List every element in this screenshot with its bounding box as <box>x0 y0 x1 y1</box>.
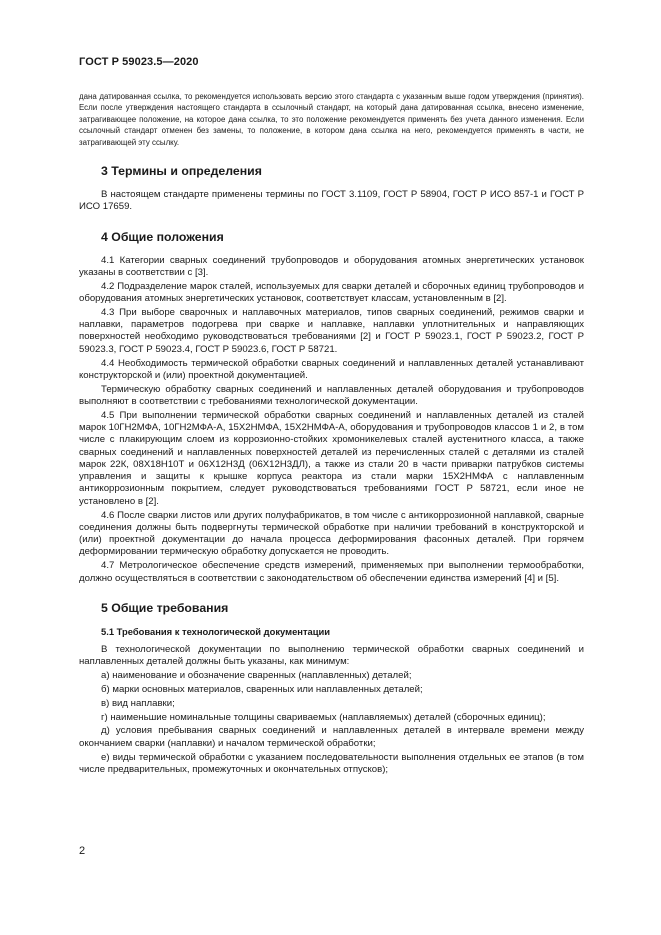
section-4-heading: 4 Общие положения <box>101 229 224 244</box>
clause-4-6: 4.6 После сварки листов или других полуфабрикатов, в том числе с антикоррозионной наплавкой, сварные соединения должны быть подвергнуты термической обработке при наличии требований в конструкторской и (или) проектной документации до начала процесса деформирования фасонных деталей. При горячем деформировании термическую обработку допускается не проводить. <box>79 509 584 558</box>
clause-4-1: 4.1 Категории сварных соединений трубопроводов и оборудования атомных энергетических установок указаны в соответствии с [3]. <box>79 254 584 278</box>
clause-4-2: 4.2 Подразделение марок сталей, используемых для сварки деталей и сборочных единиц трубопроводов и оборудования атомных энергетических установок, соответствует классам, установленным в [2]. <box>79 280 584 305</box>
document-header: ГОСТ Р 59023.5—2020 <box>79 56 199 68</box>
section-5-lead: В технологической документации по выполнению термической обработки сварных соединений и наплавленных деталей должны быть указаны, как минимум: <box>79 644 584 668</box>
clause-4-3: 4.3 При выборе сварочных и наплавочных материалов, типов сварных соединений, режимов сварки и наплавки, параметров подогрева при сварке и наплавке, наплавки уплотнительных и направляющих поверхностей необходимо руководствоваться требованиями [2] и ГОСТ Р 59023.1, ГОСТ Р 59023.2, ГОСТ Р 59023.3, ГОСТ Р 59023.4, ГОСТ Р 59023.6, ГОСТ Р 58721. <box>79 306 584 355</box>
section-3-text: В настоящем стандарте применены термины по ГОСТ 3.1109, ГОСТ Р 58904, ГОСТ Р ИСО 857-1 и ГОСТ Р ИСО 17659. <box>79 189 584 213</box>
list-item-g: г) наименьшие номинальные толщины свариваемых (наплавляемых) деталей (сборочных единиц); <box>101 711 546 723</box>
clause-4-7: 4.7 Метрологическое обеспечение средств измерений, применяемых при выполнении термообработки, должно осуществляться в соответствии с законодательством об обеспечении единства измерений [4] и [5]. <box>79 560 584 584</box>
clause-4-4: 4.4 Необходимость термической обработки сварных соединений и наплавленных деталей устанавливают конструкторской и (или) проектной документацией. <box>79 357 584 381</box>
subsection-5-1-heading: 5.1 Требования к технологической документации <box>101 625 331 637</box>
section-5-heading: 5 Общие требования <box>101 600 229 615</box>
list-item-b: б) марки основных материалов, сваренных или наплавленных деталей; <box>101 684 423 696</box>
intro-paragraph: дана датированная ссылка, то рекомендуется использовать версию этого стандарта с указанным выше годом утверждения (принятия). Если после утверждения настоящего стандарта в ссылочный стандарт, на который дана датированная ссылка, внесено изменение, затрагивающее положение, на которое дана ссылка, то это положение рекомендуется применять без учета данного изменения. Если ссылочный стандарт отменен без замены, то положение, в котором дана ссылка на него, рекомендуется применять в части, не затрагивающей эту ссылку. <box>79 92 584 147</box>
clause-4-4-continued: Термическую обработку сварных соединений и наплавленных деталей оборудования и трубопроводов выполняют в соответствии с требованиями технологической документации. <box>79 383 584 407</box>
section-3-heading: 3 Термины и определения <box>101 164 262 179</box>
page-number: 2 <box>79 845 86 857</box>
list-item-v: в) вид наплавки; <box>101 697 175 709</box>
list-item-a: а) наименование и обозначение сваренных (наплавленных) деталей; <box>101 670 412 682</box>
list-item-e: е) виды термической обработки с указанием последовательности выполнения отдельных ее этапов (в том числе предварительных, промежуточных и окончательных отпусков); <box>79 751 584 775</box>
page-content <box>79 91 584 778</box>
clause-4-5: 4.5 При выполнении термической обработки сварных соединений и наплавленных деталей из сталей марок 10ГН2МФА, 10ГН2МФА-А, 15Х2НМФА, 15Х2НМФА-А, оборудования и трубопроводов классов 1 и 2, в том числе с плакирующим слоем из коррозионно-стойких хромоникелевых сталей аустенитного класса, а также сварных соединений и наплавленных поверхностей деталей из перечисленных сталей с деталями из сталей марок 22К, 08Х18Н10Т и 06Х12Н3Д (06Х12Н3ДЛ), а также из стали 20 в части приварки патрубков системы управления и защиты к крышке корпуса реактора из стали марки 15Х2НМФА с наплавленным антикоррозионным покрытием, следует руководствоваться требованиями ГОСТ Р 58721, если иное не установлено в [2]. <box>79 409 584 507</box>
list-item-d: д) условия пребывания сварных соединений и наплавленных деталей в интервале времени между окончанием сварки (наплавки) и началом термической обработки; <box>79 725 584 749</box>
